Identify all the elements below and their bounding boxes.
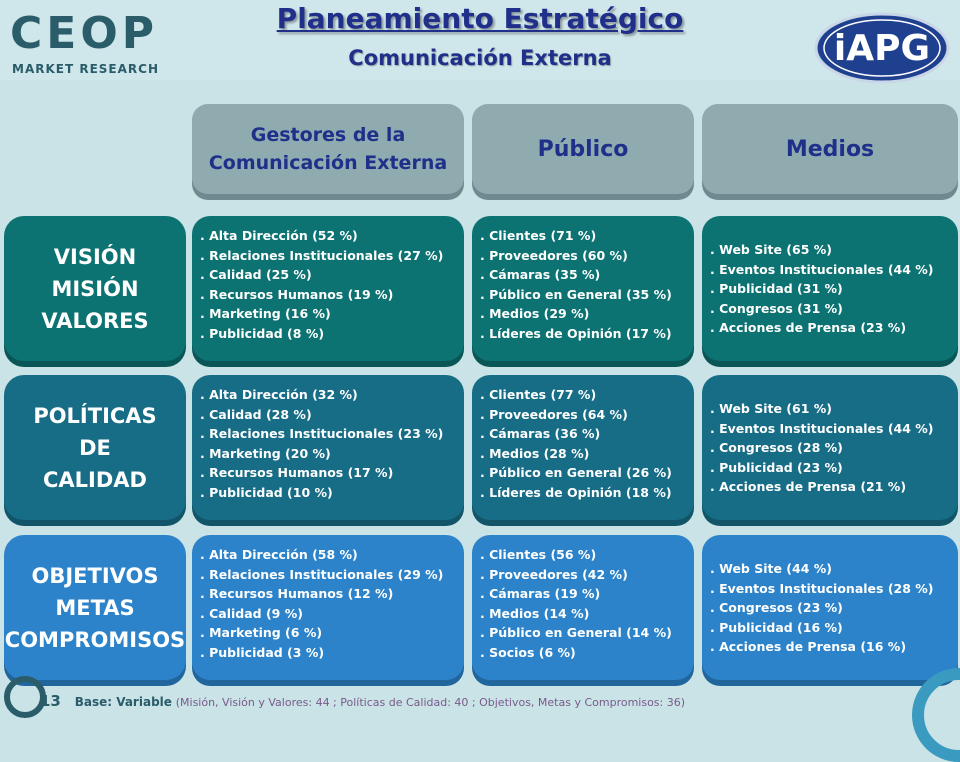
cell-objetivos-publico xyxy=(472,535,694,680)
list-item: . Web Site (61 %) xyxy=(710,401,833,416)
list-item: . Web Site (44 %) xyxy=(710,561,833,576)
column-header-gestores-line1: Gestores de la xyxy=(250,124,406,146)
column-header-medios xyxy=(702,104,958,194)
ceop-logo-text: CEOP xyxy=(10,8,158,59)
list-item: . Publicidad (16 %) xyxy=(710,619,843,635)
list-item: . Eventos Institucionales (28 %) xyxy=(710,580,934,596)
column-header-publico xyxy=(472,104,694,194)
list-item: . Proveedores (60 %) xyxy=(480,247,628,263)
list-item: . Medios (28 %) xyxy=(480,445,590,461)
list-item: . Relaciones Institucionales (29 %) xyxy=(200,566,444,582)
list-item: . Web Site (65 %) xyxy=(710,242,833,257)
cell-politicas-gestores xyxy=(192,375,464,520)
corner-decoration-right xyxy=(912,668,960,762)
list-item: . Cámaras (36 %) xyxy=(480,426,601,441)
ceop-logo xyxy=(10,10,170,80)
cell-objetivos-medios xyxy=(702,535,958,680)
cell-vision-gestores xyxy=(192,216,464,361)
page-title: Planeamiento Estratégico xyxy=(276,2,684,35)
list-item: . Cámaras (35 %) xyxy=(480,267,601,282)
list-item: . Público en General (35 %) xyxy=(480,286,672,302)
row-label-line: DE xyxy=(79,435,111,460)
row-label-line: MISIÓN xyxy=(51,276,139,301)
list-item: . Medios (29 %) xyxy=(480,306,590,321)
footer-base-note: (Misión, Visión y Valores: 44 ; Políticas de Calidad: 40 ; Objetivos, Metas y Compromisos: 36) xyxy=(175,696,686,709)
column-header-gestores-line2: Comunicación Externa xyxy=(208,152,448,174)
list-item: . Relaciones Institucionales (23 %) xyxy=(200,426,444,441)
list-item: . Marketing (16 %) xyxy=(200,306,331,321)
list-item: . Acciones de Prensa (21 %) xyxy=(710,479,907,494)
list-item: . Alta Dirección (32 %) xyxy=(200,387,358,402)
list-item: . Publicidad (31 %) xyxy=(710,281,843,296)
list-item: . Alta Dirección (52 %) xyxy=(200,228,358,243)
list-item: . Congresos (28 %) xyxy=(710,440,843,455)
footer xyxy=(40,692,685,710)
row-label-line: CALIDAD xyxy=(43,467,147,492)
row-label-line: COMPROMISOS xyxy=(4,627,186,652)
list-item: . Clientes (71 %) xyxy=(480,228,597,243)
cell-politicas-medios xyxy=(702,375,958,520)
list-item: . Publicidad (8 %) xyxy=(200,325,325,341)
list-item: . Eventos Institucionales (44 %) xyxy=(710,420,934,436)
list-item: . Acciones de Prensa (23 %) xyxy=(710,320,907,335)
row-label-line: METAS xyxy=(55,595,135,620)
ceop-logo-subtext: MARKET RESEARCH xyxy=(12,62,159,76)
list-item: . Calidad (9 %) xyxy=(200,605,303,621)
row-label-line: POLÍTICAS xyxy=(33,403,157,428)
cell-vision-medios xyxy=(702,216,958,361)
list-item: . Líderes de Opinión (18 %) xyxy=(480,484,672,500)
page-subtitle: Comunicación Externa xyxy=(348,46,612,70)
row-label-vision xyxy=(4,216,186,361)
column-header-publico-label: Público xyxy=(537,136,629,162)
column-header-medios-label: Medios xyxy=(785,136,875,162)
column-header-gestores xyxy=(192,104,464,194)
list-item: . Marketing (20 %) xyxy=(200,445,331,461)
list-item: . Clientes (77 %) xyxy=(480,387,597,402)
list-item: . Líderes de Opinión (17 %) xyxy=(480,325,672,341)
list-item: . Público en General (14 %) xyxy=(480,625,672,640)
list-item: . Publicidad (10 %) xyxy=(200,484,333,500)
list-item: . Marketing (6 %) xyxy=(200,625,323,640)
list-item: . Acciones de Prensa (16 %) xyxy=(710,639,907,654)
row-label-line: VISIÓN xyxy=(53,244,137,269)
list-item: . Publicidad (3 %) xyxy=(200,644,325,660)
cell-objetivos-gestores xyxy=(192,535,464,680)
list-item: . Calidad (25 %) xyxy=(200,267,312,282)
list-item: . Socios (6 %) xyxy=(480,644,576,660)
iapg-logo-text: iAPG xyxy=(833,28,931,69)
footer-base-label: Base: Variable xyxy=(74,695,172,709)
list-item: . Publicidad (23 %) xyxy=(710,459,843,475)
list-item: . Congresos (31 %) xyxy=(710,300,843,316)
list-item: . Proveedores (64 %) xyxy=(480,406,628,422)
list-item: . Congresos (23 %) xyxy=(710,600,843,615)
list-item: . Recursos Humanos (17 %) xyxy=(200,465,394,480)
cell-politicas-publico xyxy=(472,375,694,520)
list-item: . Cámaras (19 %) xyxy=(480,586,601,601)
list-item: . Recursos Humanos (12 %) xyxy=(200,586,394,601)
list-item: . Eventos Institucionales (44 %) xyxy=(710,261,934,277)
iapg-logo xyxy=(812,10,952,86)
list-item: . Público en General (26 %) xyxy=(480,465,672,480)
row-label-objetivos xyxy=(4,535,186,680)
list-item: . Medios (14 %) xyxy=(480,605,590,621)
cell-vision-publico xyxy=(472,216,694,361)
page-number: 13 xyxy=(40,692,61,710)
row-label-line: VALORES xyxy=(41,308,149,333)
list-item: . Proveedores (42 %) xyxy=(480,566,628,582)
list-item: . Calidad (28 %) xyxy=(200,406,312,422)
row-label-politicas xyxy=(4,375,186,520)
row-label-line: OBJETIVOS xyxy=(31,563,159,588)
list-item: . Clientes (56 %) xyxy=(480,547,597,562)
list-item: . Alta Dirección (58 %) xyxy=(200,547,358,562)
list-item: . Relaciones Institucionales (27 %) xyxy=(200,247,444,263)
list-item: . Recursos Humanos (19 %) xyxy=(200,286,394,302)
